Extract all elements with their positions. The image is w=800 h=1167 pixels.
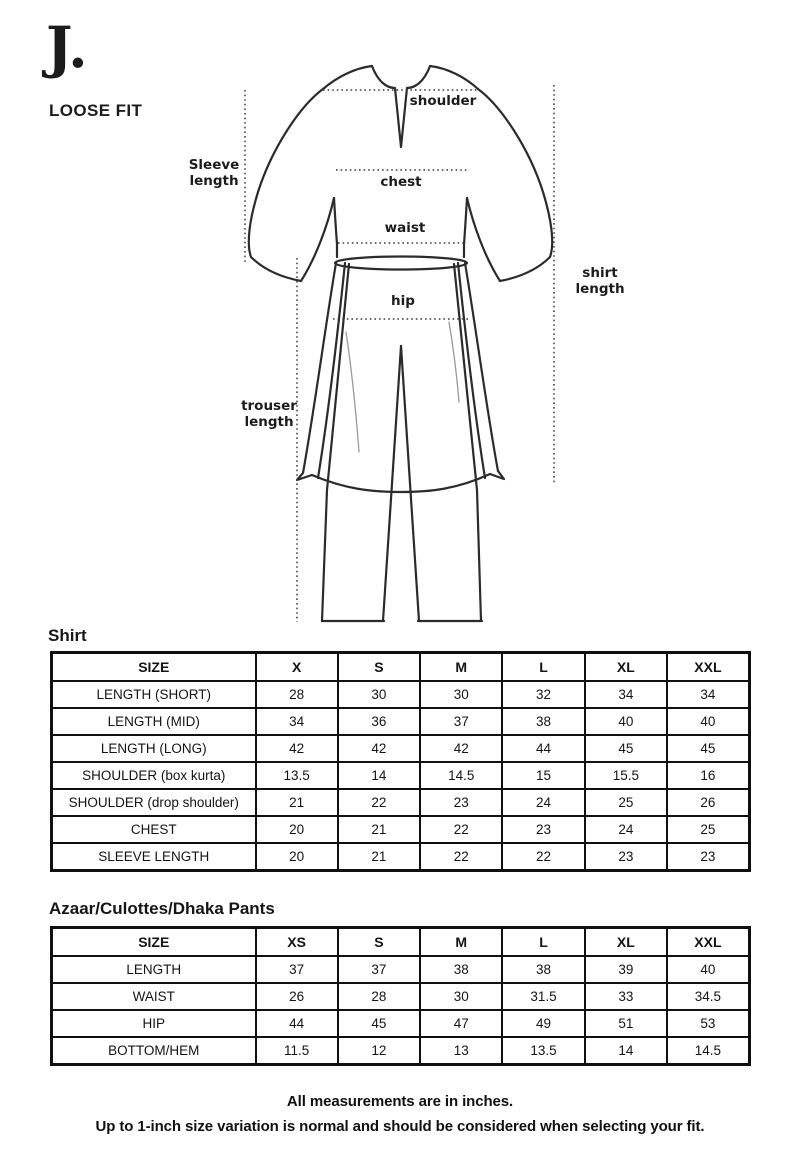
cell-value: 30 <box>420 681 502 708</box>
cell-value: 32 <box>502 681 584 708</box>
cell-value: 38 <box>502 708 584 735</box>
table-row <box>52 762 750 789</box>
cell-value: 42 <box>420 735 502 762</box>
table-row <box>52 843 750 871</box>
pants-outline <box>322 264 482 621</box>
cell-value: 34 <box>585 681 667 708</box>
cell-value: 40 <box>667 708 749 735</box>
cell-value: 49 <box>502 1010 584 1037</box>
cell-value: 23 <box>585 843 667 871</box>
table-row <box>52 1010 750 1037</box>
cell-value: 44 <box>256 1010 338 1037</box>
cell-value: 40 <box>585 708 667 735</box>
cell-value: 23 <box>667 843 749 871</box>
cell-value: 37 <box>420 708 502 735</box>
cell-value: 12 <box>338 1037 420 1065</box>
pants-size-table <box>50 926 751 1066</box>
cell-value: 26 <box>256 983 338 1010</box>
cell-value: 34 <box>667 681 749 708</box>
footer-units-note: All measurements are in inches. <box>286 1093 514 1110</box>
table-row <box>52 983 750 1010</box>
size-header-xl: XL <box>585 928 667 957</box>
cell-value: 33 <box>585 983 667 1010</box>
size-header-m: M <box>420 928 502 957</box>
table-row <box>52 956 750 983</box>
fabric-crease-lines <box>346 322 459 452</box>
shoulder-label: shoulder <box>409 93 477 109</box>
size-header-xs: XS <box>256 928 338 957</box>
row-label: LENGTH (LONG) <box>52 735 256 762</box>
cell-value: 22 <box>420 816 502 843</box>
row-label: SLEEVE LENGTH <box>52 843 256 871</box>
pants-table-header-row <box>52 928 750 957</box>
table-row <box>52 681 750 708</box>
size-header-x: X <box>256 653 338 682</box>
size-header-l: L <box>502 928 584 957</box>
cell-value: 14.5 <box>420 762 502 789</box>
table-row <box>52 708 750 735</box>
cell-value: 45 <box>338 1010 420 1037</box>
cell-value: 21 <box>256 789 338 816</box>
cell-value: 15.5 <box>585 762 667 789</box>
cell-value: 38 <box>502 956 584 983</box>
chest-label: chest <box>380 174 422 190</box>
table-row <box>52 1037 750 1065</box>
size-column-header: SIZE <box>52 928 256 957</box>
cell-value: 34.5 <box>667 983 749 1010</box>
row-label: SHOULDER (box kurta) <box>52 762 256 789</box>
row-label: HIP <box>52 1010 256 1037</box>
shirt-length-label: shirt length <box>575 265 625 297</box>
cell-value: 13.5 <box>502 1037 584 1065</box>
cell-value: 53 <box>667 1010 749 1037</box>
cell-value: 22 <box>420 843 502 871</box>
row-label: LENGTH (MID) <box>52 708 256 735</box>
cell-value: 34 <box>256 708 338 735</box>
footer-variation-note: Up to 1-inch size variation is normal and should be considered when selecting your fit. <box>95 1118 705 1135</box>
cell-value: 13 <box>420 1037 502 1065</box>
size-header-xxl: XXL <box>667 928 749 957</box>
cell-value: 42 <box>256 735 338 762</box>
size-header-l: L <box>502 653 584 682</box>
trouser-length-label: trouser length <box>241 398 297 430</box>
cell-value: 21 <box>338 843 420 871</box>
cell-value: 38 <box>420 956 502 983</box>
row-label: LENGTH <box>52 956 256 983</box>
size-header-m: M <box>420 653 502 682</box>
cell-value: 24 <box>502 789 584 816</box>
cell-value: 51 <box>585 1010 667 1037</box>
table-row <box>52 735 750 762</box>
pants-table-title: Azaar/Culottes/Dhaka Pants <box>49 899 275 918</box>
cell-value: 13.5 <box>256 762 338 789</box>
cell-value: 39 <box>585 956 667 983</box>
row-label: BOTTOM/HEM <box>52 1037 256 1065</box>
cell-value: 14.5 <box>667 1037 749 1065</box>
cell-value: 23 <box>502 816 584 843</box>
row-label: LENGTH (SHORT) <box>52 681 256 708</box>
hip-label: hip <box>391 293 415 309</box>
cell-value: 47 <box>420 1010 502 1037</box>
cell-value: 25 <box>667 816 749 843</box>
cell-value: 23 <box>420 789 502 816</box>
cell-value: 44 <box>502 735 584 762</box>
cell-value: 20 <box>256 843 338 871</box>
size-header-s: S <box>338 653 420 682</box>
row-label: WAIST <box>52 983 256 1010</box>
cell-value: 30 <box>420 983 502 1010</box>
cell-value: 22 <box>338 789 420 816</box>
cell-value: 15 <box>502 762 584 789</box>
shirt-table-header-row <box>52 653 750 682</box>
cell-value: 45 <box>667 735 749 762</box>
row-label: CHEST <box>52 816 256 843</box>
cell-value: 14 <box>338 762 420 789</box>
table-row <box>52 789 750 816</box>
size-header-xl: XL <box>585 653 667 682</box>
size-column-header: SIZE <box>52 653 256 682</box>
cell-value: 21 <box>338 816 420 843</box>
waist-label: waist <box>384 220 426 236</box>
cell-value: 37 <box>338 956 420 983</box>
cell-value: 14 <box>585 1037 667 1065</box>
cell-value: 22 <box>502 843 584 871</box>
shirt-table-title: Shirt <box>48 626 87 645</box>
cell-value: 42 <box>338 735 420 762</box>
brand-logo: J. <box>46 15 88 81</box>
cell-value: 31.5 <box>502 983 584 1010</box>
cell-value: 26 <box>667 789 749 816</box>
cell-value: 37 <box>256 956 338 983</box>
shirt-size-table <box>50 651 751 872</box>
cell-value: 16 <box>667 762 749 789</box>
cell-value: 24 <box>585 816 667 843</box>
fit-label: LOOSE FIT <box>49 101 143 120</box>
cell-value: 28 <box>256 681 338 708</box>
cell-value: 40 <box>667 956 749 983</box>
cell-value: 36 <box>338 708 420 735</box>
cell-value: 20 <box>256 816 338 843</box>
size-header-s: S <box>338 928 420 957</box>
row-label: SHOULDER (drop shoulder) <box>52 789 256 816</box>
cell-value: 25 <box>585 789 667 816</box>
size-header-xxl: XXL <box>667 653 749 682</box>
cell-value: 11.5 <box>256 1037 338 1065</box>
cell-value: 28 <box>338 983 420 1010</box>
table-row <box>52 816 750 843</box>
cell-value: 45 <box>585 735 667 762</box>
sleeve-length-label: Sleeve length <box>188 157 240 189</box>
cell-value: 30 <box>338 681 420 708</box>
